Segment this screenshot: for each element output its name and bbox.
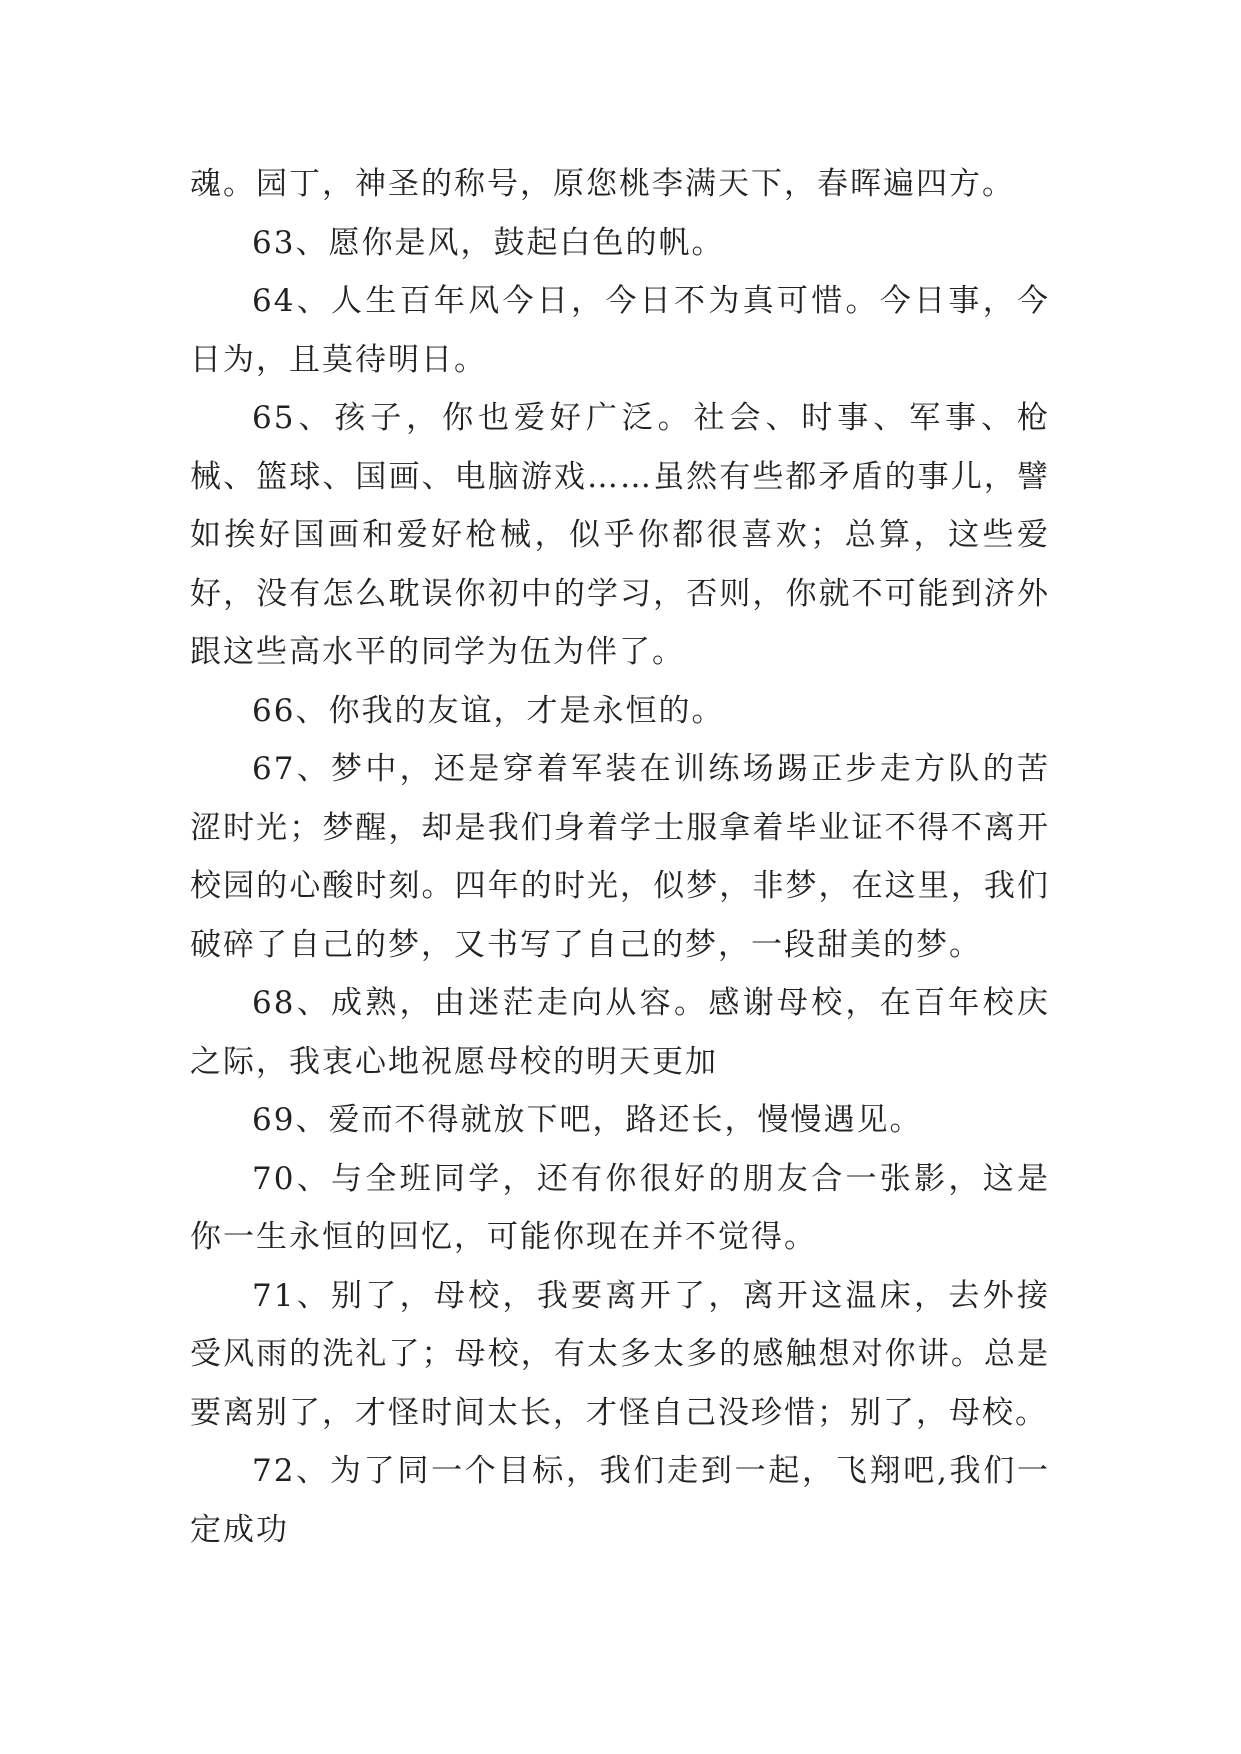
paragraph-68: 68、成熟，由迷茫走向从容。感谢母校，在百年校庆之际，我衷心地祝愿母校的明天更加: [190, 985, 1050, 1080]
paragraph-71: 71、别了，母校，我要离开了，离开这温床，去外接受风雨的洗礼了；母校，有太多太多的感触想对你讲。总是要离别了，才怪时间太长，才怪自己没珍惜；别了，母校。: [190, 1277, 1050, 1431]
paragraph-67: 67、梦中，还是穿着军装在训练场踢正步走方队的苦涩时光；梦醒，却是我们身着学士服拿着毕业证不得不离开校园的心酸时刻。四年的时光，似梦，非梦，在这里，我们破碎了自己的梦，又书写了自己的梦，一段甜美的梦。: [190, 751, 1050, 963]
paragraph-66: 66、你我的友谊，才是永恒的。: [252, 692, 725, 729]
paragraph-70: 70、与全班同学，还有你很好的朋友合一张影，这是你一生永恒的回忆，可能你现在并不觉得。: [190, 1160, 1050, 1255]
paragraph-65: 65、孩子，你也爱好广泛。社会、时事、军事、枪械、篮球、国画、电脑游戏……虽然有些都矛盾的事儿，譬如挨好国画和爱好枪械，似乎你都很喜欢；总算，这些爱好，没有怎么耽误你初中的学习，否则，你就不可能到济外跟这些高水平的同学为伍为伴了。: [190, 400, 1050, 670]
paragraph-63: 63、愿你是风，鼓起白色的帆。: [252, 224, 725, 261]
document-body: [190, 155, 1050, 1559]
paragraph-continued: 魂。园丁，神圣的称号，原您桃李满天下，春晖遍四方。: [190, 166, 1015, 202]
paragraph-64: 64、人生百年风今日，今日不为真可惜。今日事，今日为，且莫待明日。: [190, 283, 1050, 378]
paragraph-72: 72、为了同一个目标，我们走到一起，飞翔吧,我们一定成功: [190, 1453, 1050, 1548]
paragraph-69: 69、爱而不得就放下吧，路还长，慢慢遇见。: [252, 1102, 923, 1138]
